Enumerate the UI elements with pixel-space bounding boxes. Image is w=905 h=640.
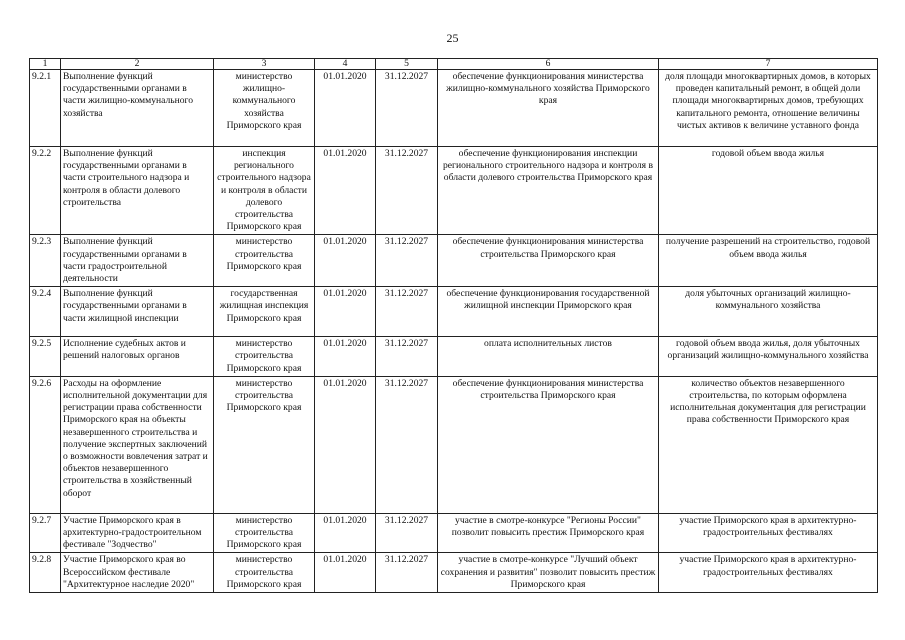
measure-name: Участие Приморского края во Всероссийском фестивале "Архитектурное наследие 2020" bbox=[61, 553, 214, 593]
table-row bbox=[30, 376, 878, 513]
target-indicator: получение разрешений на строительство, годовой объем ввода жилья bbox=[659, 235, 878, 287]
target-indicator: годовой объем ввода жилья, доля убыточных организаций жилищно-коммунального хозяйства bbox=[659, 337, 878, 377]
column-header-6: 6 bbox=[438, 59, 659, 70]
responsible-executor: министерство строительства Приморского края bbox=[214, 337, 315, 377]
column-header-5: 5 bbox=[376, 59, 438, 70]
end-date: 31.12.2027 bbox=[376, 337, 438, 377]
row-number: 9.2.6 bbox=[30, 376, 61, 513]
start-date: 01.01.2020 bbox=[315, 235, 376, 287]
start-date: 01.01.2020 bbox=[315, 147, 376, 235]
expected-result: участие в смотре-конкурсе "Лучший объект сохранения и развития" позволит повысить престиж Приморского края bbox=[438, 553, 659, 593]
measure-name: Выполнение функций государственными органами в части жилищной инспекции bbox=[61, 287, 214, 337]
table-row bbox=[30, 337, 878, 377]
table-row bbox=[30, 287, 878, 337]
target-indicator: доля убыточных организаций жилищно-коммунального хозяйства bbox=[659, 287, 878, 337]
end-date: 31.12.2027 bbox=[376, 70, 438, 147]
page-number: 25 bbox=[446, 31, 459, 45]
column-header-7: 7 bbox=[659, 59, 878, 70]
expected-result: участие в смотре-конкурсе "Регионы России" позволит повысить престиж Приморского края bbox=[438, 513, 659, 553]
target-indicator: количество объектов незавершенного строительства, по которым оформлена исполнительная документация для регистрации права собственности Приморского края bbox=[659, 376, 878, 513]
row-number: 9.2.8 bbox=[30, 553, 61, 593]
responsible-executor: министерство строительства Приморского края bbox=[214, 513, 315, 553]
expected-result: обеспечение функционирования инспекции регионального строительного надзора и контроля в области долевого строительства Приморского края bbox=[438, 147, 659, 235]
end-date: 31.12.2027 bbox=[376, 287, 438, 337]
start-date: 01.01.2020 bbox=[315, 70, 376, 147]
responsible-executor: министерство строительства Приморского края bbox=[214, 553, 315, 593]
start-date: 01.01.2020 bbox=[315, 513, 376, 553]
row-number: 9.2.1 bbox=[30, 70, 61, 147]
expected-result: обеспечение функционирования министерства строительства Приморского края bbox=[438, 376, 659, 513]
row-number: 9.2.2 bbox=[30, 147, 61, 235]
target-indicator: участие Приморского края в архитектурно-градостроительных фестивалях bbox=[659, 513, 878, 553]
expected-result: оплата исполнительных листов bbox=[438, 337, 659, 377]
column-header-4: 4 bbox=[315, 59, 376, 70]
column-header-3: 3 bbox=[214, 59, 315, 70]
target-indicator: участие Приморского края в архитектурно-градостроительных фестивалях bbox=[659, 553, 878, 593]
end-date: 31.12.2027 bbox=[376, 513, 438, 553]
column-header-2: 2 bbox=[61, 59, 214, 70]
expected-result: обеспечение функционирования государственной жилищной инспекции Приморского края bbox=[438, 287, 659, 337]
table-header bbox=[30, 59, 878, 70]
measure-name: Выполнение функций государственными органами в части градостроительной деятельности bbox=[61, 235, 214, 287]
table-row bbox=[30, 513, 878, 553]
measure-name: Расходы на оформление исполнительной документации для регистрации права собственности Приморского края на объекты незавершенного строительства и получение экспертных заключений о возможности вовлечения затрат и объектов незавершенного строительства в хозяйственный оборот bbox=[61, 376, 214, 513]
responsible-executor: государственная жилищная инспекция Приморского края bbox=[214, 287, 315, 337]
expected-result: обеспечение функционирования министерства жилищно-коммунального хозяйства Приморского края bbox=[438, 70, 659, 147]
end-date: 31.12.2027 bbox=[376, 235, 438, 287]
expected-result: обеспечение функционирования министерства строительства Приморского края bbox=[438, 235, 659, 287]
start-date: 01.01.2020 bbox=[315, 376, 376, 513]
end-date: 31.12.2027 bbox=[376, 376, 438, 513]
target-indicator: доля площади многоквартирных домов, в которых проведен капитальный ремонт, в общей доли площади многоквартирных домов, требующих капитального ремонта, отношение величины чистых активов к величине уставного фонда bbox=[659, 70, 878, 147]
table-row bbox=[30, 70, 878, 147]
column-header-1: 1 bbox=[30, 59, 61, 70]
measure-name: Исполнение судебных актов и решений налоговых органов bbox=[61, 337, 214, 377]
table-row bbox=[30, 235, 878, 287]
measure-name: Участие Приморского края в архитектурно-градостроительном фестивале "Зодчество" bbox=[61, 513, 214, 553]
row-number: 9.2.5 bbox=[30, 337, 61, 377]
start-date: 01.01.2020 bbox=[315, 553, 376, 593]
end-date: 31.12.2027 bbox=[376, 553, 438, 593]
responsible-executor: инспекция регионального строительного надзора и контроля в области долевого строительства Приморского края bbox=[214, 147, 315, 235]
row-number: 9.2.4 bbox=[30, 287, 61, 337]
row-number: 9.2.3 bbox=[30, 235, 61, 287]
table-row bbox=[30, 553, 878, 593]
responsible-executor: министерство строительства Приморского края bbox=[214, 376, 315, 513]
start-date: 01.01.2020 bbox=[315, 287, 376, 337]
start-date: 01.01.2020 bbox=[315, 337, 376, 377]
measure-name: Выполнение функций государственными органами в части жилищно-коммунального хозяйства bbox=[61, 70, 214, 147]
measure-name: Выполнение функций государственными органами в части строительного надзора и контроля в области долевого строительства bbox=[61, 147, 214, 235]
table-row bbox=[30, 147, 878, 235]
responsible-executor: министерство строительства Приморского края bbox=[214, 235, 315, 287]
end-date: 31.12.2027 bbox=[376, 147, 438, 235]
responsible-executor: министерство жилищно-коммунального хозяйства Приморского края bbox=[214, 70, 315, 147]
row-number: 9.2.7 bbox=[30, 513, 61, 553]
measures-table bbox=[29, 58, 878, 593]
target-indicator: годовой объем ввода жилья bbox=[659, 147, 878, 235]
